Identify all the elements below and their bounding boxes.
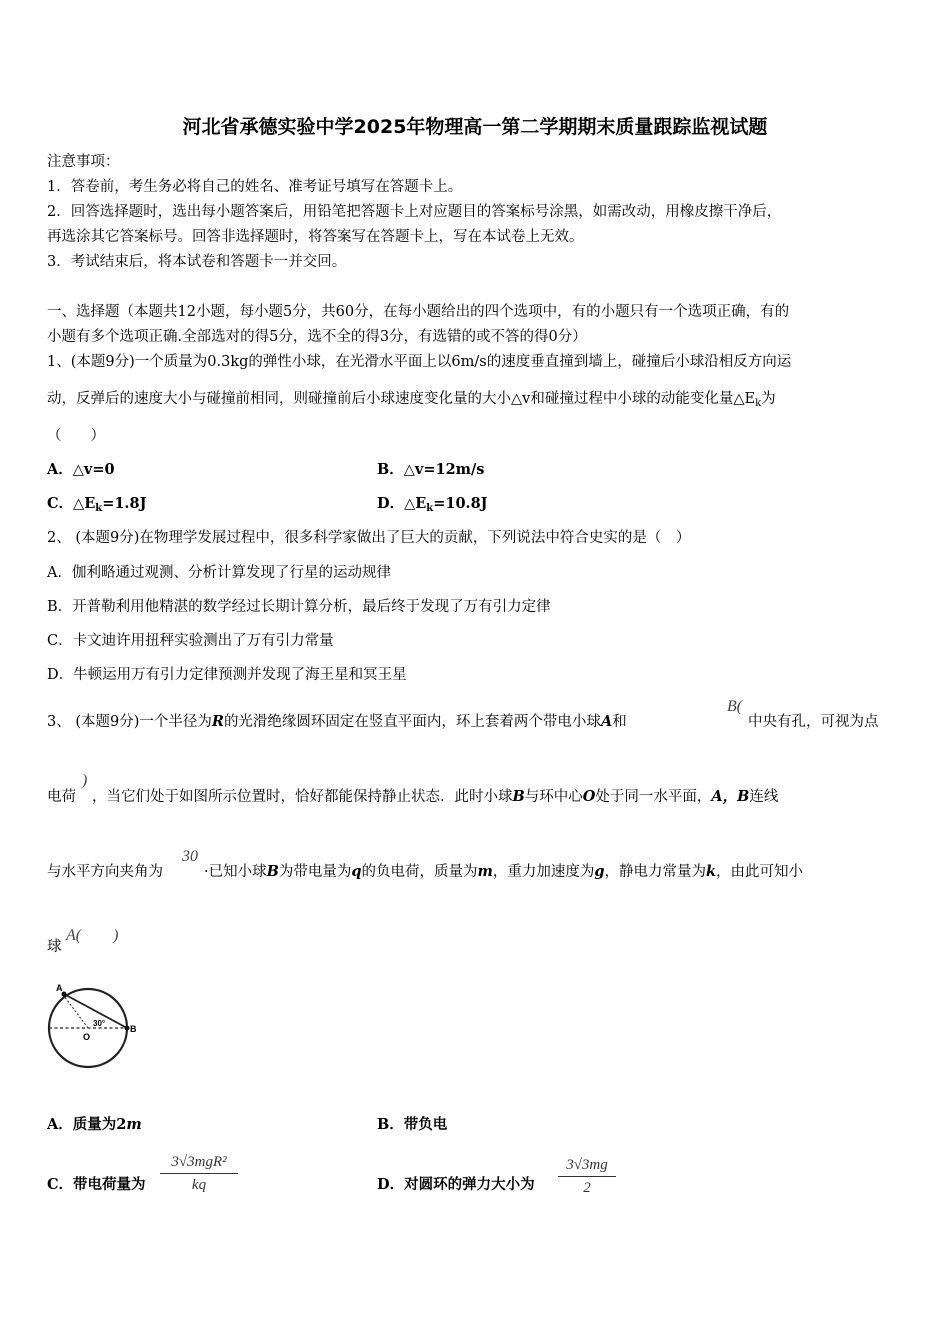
q2-option-c: C．卡文迪许用扭秤实验测出了万有引力常量 (47, 633, 334, 649)
q3-option-c-denominator: kq (191, 1177, 207, 1193)
q3-option-a (47, 1115, 142, 1135)
q3-l1-a: 3、 (本题9分)一个半径为 (47, 714, 212, 730)
q3-option-c: C．带电荷量为 (47, 1176, 146, 1193)
q1-option-c (47, 494, 146, 519)
q3-option-d: D．对圆环的弹力大小为 (377, 1176, 535, 1193)
q3-option-d-fraction-bar (558, 1176, 616, 1177)
q3-l1-c: 和 (612, 714, 627, 730)
q3-l3-c: 为带电量为 (278, 864, 352, 880)
q1-option-d-post: =10.8J (433, 495, 488, 512)
q1-stem-line1: 1、(本题9分)一个质量为0.3kg的弹性小球，在光滑水平面上以6m/s的速度垂直撞到墙上，碰撞后小球沿相反方向运 (47, 354, 792, 370)
q1-stem-line2-text: 动，反弹后的速度大小与碰撞前相同，则碰撞前后小球速度变化量的大小△v和碰撞过程中小球的动能变化量△E (47, 391, 756, 407)
q3-l3-m: m (477, 863, 493, 880)
q3-option-d-denominator: 2 (583, 1180, 591, 1196)
q1-option-c-pre: C．△E (47, 495, 96, 512)
q3-l3-f: ，静电力常量为 (604, 864, 706, 880)
q3-l2-d: 处于同一水平面， (595, 789, 712, 805)
q1-option-a: A．△v=0 (47, 461, 115, 478)
q3-l2-a: 电荷 (47, 789, 76, 805)
q3-l3-dot: · (204, 864, 209, 880)
q1-option-d (377, 494, 488, 519)
q1-option-b: B．△v=12m/s (377, 461, 485, 478)
q3-l4-a: 球 (47, 939, 62, 955)
notice-heading: 注意事项： (47, 154, 120, 170)
q3-stem-line3 (204, 862, 803, 882)
q3-stem-line1 (47, 712, 627, 732)
q3-l2-e: 连线 (749, 789, 779, 805)
q3-figure-ball-B (125, 1026, 130, 1031)
q3-l2-AB: A，B (711, 788, 750, 805)
q3-option-c-fraction-bar (160, 1173, 238, 1174)
q3-l3-q: q (351, 863, 362, 880)
q3-option-c-numerator: 3√3mgR² (171, 1154, 227, 1170)
q1-option-d-pre: D．△E (377, 495, 427, 512)
q3-l3-g: g (594, 863, 605, 880)
q3-l3-B: B (266, 863, 279, 880)
q3-l3-e: ，重力加速度为 (492, 864, 595, 880)
q3-l3-k: k (706, 863, 717, 880)
q3-figure-label-O: O (83, 1032, 91, 1042)
notice-item-3: 3．考试结束后，将本试卷和答题卡一并交回。 (47, 254, 347, 270)
notice-item-2-cont: 再选涂其它答案标号。回答非选择题时，将答案写在答题卡上，写在本试卷上无效。 (47, 229, 584, 245)
q3-l2-B: B (512, 788, 525, 805)
q3-l1-A: A (600, 713, 613, 730)
q3-option-a-m: m (126, 1116, 142, 1133)
q1-stem-line2-sub: k (755, 398, 762, 409)
q3-l1-b: 的光滑绝缘圆环固定在竖直平面内，环上套着两个带电小球 (223, 714, 601, 730)
q1-option-c-post: =1.8J (102, 495, 147, 512)
q3-l4-A: A( ) (66, 927, 119, 944)
q3-l1-R: R (211, 713, 224, 730)
q3-l3-g2: ，由此可知小 (716, 864, 804, 880)
q1-option-c-sub: k (95, 503, 103, 514)
q3-figure (44, 978, 144, 1070)
page-title: 河北省承德实验中学2025年物理高一第二学期期末质量跟踪监视试题 (182, 116, 768, 138)
q3-stem-line2 (92, 787, 778, 807)
q3-option-d-fraction (558, 1155, 616, 1198)
q3-l2-paren: ) (82, 772, 88, 789)
section-heading-line2: 小题有多个选项正确.全部选对的得5分，选不全的得3分，有选错的或不答的得0分） (47, 329, 587, 345)
q3-l1-B: B( (727, 698, 743, 715)
q3-l2-b: ，当它们处于如图所示位置时，恰好都能保持静止状态．此时小球 (92, 789, 513, 805)
notice-item-1: 1．答卷前，考生务必将自己的姓名、准考证号填写在答题卡上。 (47, 179, 463, 195)
q1-stem-line2 (47, 389, 776, 414)
q3-l3-d: 的负电荷，质量为 (361, 864, 478, 880)
q3-l3-30: 30 (182, 848, 198, 865)
q3-figure-angle-label: 30° (93, 1019, 106, 1028)
q3-l2-O: O (582, 788, 596, 805)
q3-option-d-numerator: 3√3mg (566, 1157, 608, 1173)
q3-option-b: B．带负电 (377, 1116, 448, 1133)
q2-option-d: D．牛顿运用万有引力定律预测并发现了海王星和冥王星 (47, 667, 407, 683)
q1-answer-blank: （ ） (47, 428, 105, 444)
q3-l3-b: 已知小球 (208, 864, 267, 880)
q1-stem-line2-end: 为 (761, 391, 776, 407)
q3-option-c-fraction (160, 1152, 238, 1195)
q3-l2-c: 与环中心 (524, 789, 583, 805)
q3-l1-d: 中央有孔，可视为点 (748, 714, 879, 730)
q3-figure-label-A: A (56, 983, 63, 993)
q3-option-a-pre: A．质量为2 (47, 1116, 127, 1133)
q1-option-d-sub: k (426, 503, 434, 514)
section-heading-line1: 一、选择题（本题共12小题，每小题5分，共60分，在每小题给出的四个选项中，有的小题只有一个选项正确，有的 (47, 304, 790, 320)
q2-option-b: B．开普勒利用他精湛的数学经过长期计算分析，最后终于发现了万有引力定律 (47, 599, 551, 615)
notice-item-2: 2．回答选择题时，选出每小题答案后，用铅笔把答题卡上对应题目的答案标号涂黑，如需改动，用橡皮擦干净后， (47, 204, 782, 220)
q3-figure-label-B: B (130, 1024, 137, 1034)
q3-l3-a: 与水平方向夹角为 (47, 864, 163, 880)
q2-stem: 2、 (本题9分)在物理学发展过程中，很多科学家做出了巨大的贡献，下列说法中符合史实的是（ ） (47, 530, 691, 546)
q2-option-a: A．伽利略通过观测、分析计算发现了行星的运动规律 (47, 565, 391, 581)
